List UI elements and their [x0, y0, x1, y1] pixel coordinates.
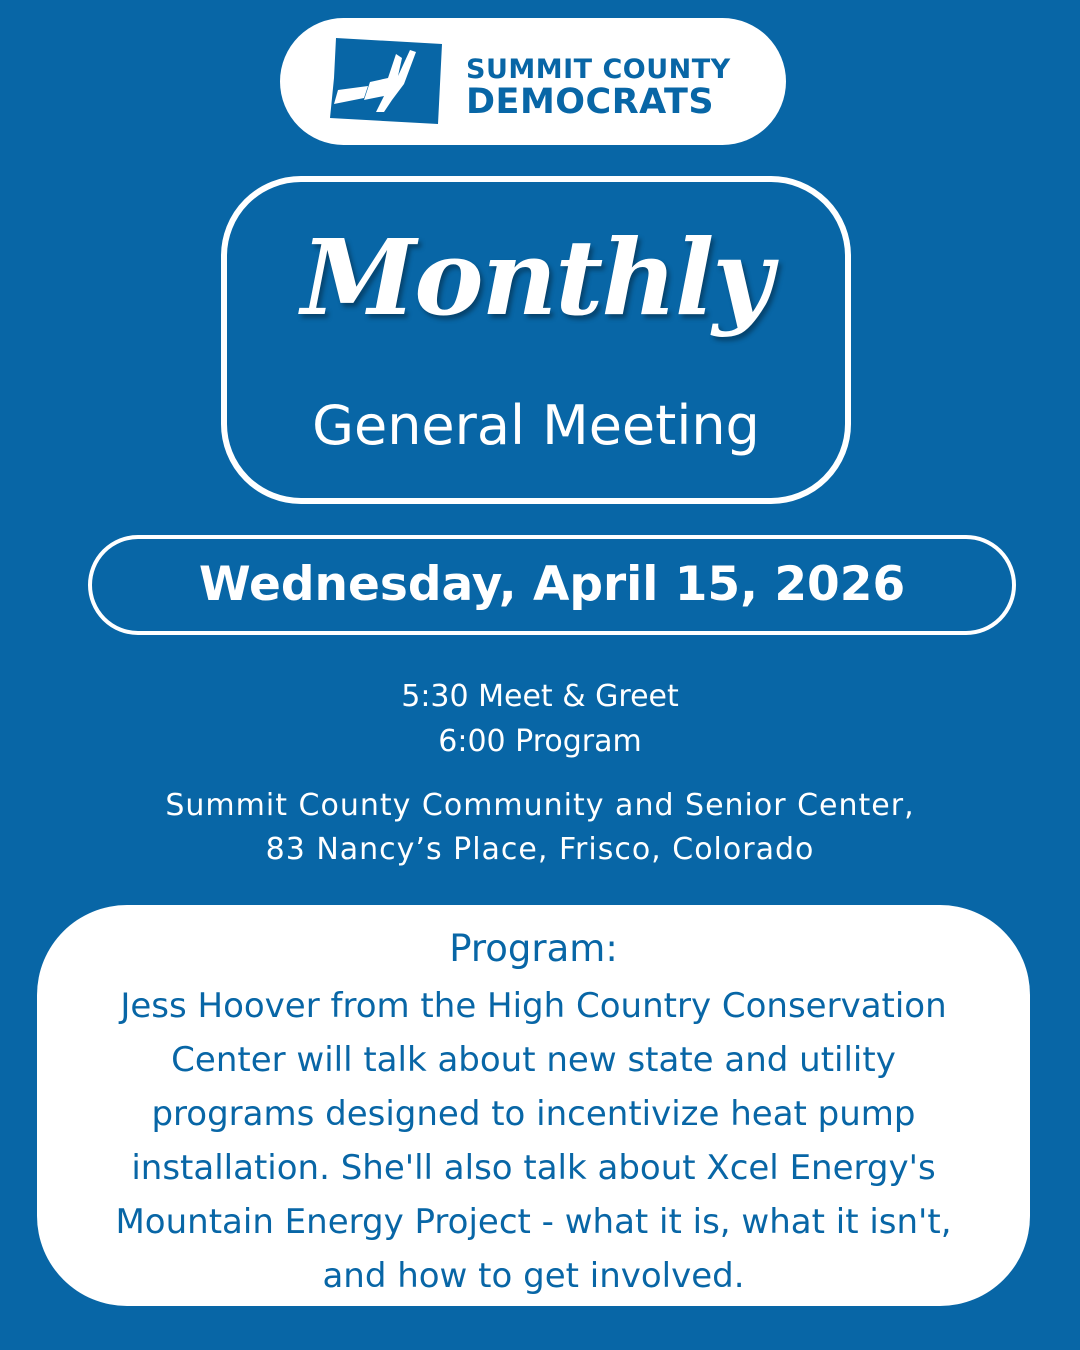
location-address: 83 Nancy’s Place, Frisco, Colorado — [265, 832, 815, 867]
location-venue: Summit County Community and Senior Center, — [165, 788, 915, 823]
meeting-location — [0, 784, 1080, 872]
logo-badge — [280, 18, 786, 145]
program-heading: Program: — [449, 927, 618, 970]
program-description — [37, 979, 1030, 1303]
meeting-date: Wednesday, April 15, 2026 — [88, 535, 1016, 635]
program-line: Center will talk about new state and utility — [171, 1040, 896, 1080]
program-panel — [37, 905, 1030, 1306]
time-meet-greet: 5:30 Meet & Greet — [401, 679, 679, 714]
schedule-times — [0, 674, 1080, 764]
title-general-meeting: General Meeting — [312, 394, 760, 457]
program-line: Jess Hoover from the High Country Conservation — [120, 986, 947, 1026]
logo-wordmark — [466, 56, 731, 120]
program-line: and how to get involved. — [322, 1256, 745, 1296]
program-line: Mountain Energy Project - what it is, what it isn't, — [115, 1202, 952, 1242]
program-line: installation. She'll also talk about Xcel Energy's — [131, 1148, 936, 1188]
logo-line-2: DEMOCRATS — [466, 82, 715, 122]
title-monthly: Monthly — [301, 216, 771, 339]
program-line: programs designed to incentivize heat pump — [151, 1094, 916, 1134]
title-frame — [221, 176, 851, 504]
colorado-donkey-logo-icon — [330, 38, 442, 124]
logo-line-1: SUMMIT COUNTY — [466, 54, 731, 85]
time-program: 6:00 Program — [438, 724, 642, 759]
